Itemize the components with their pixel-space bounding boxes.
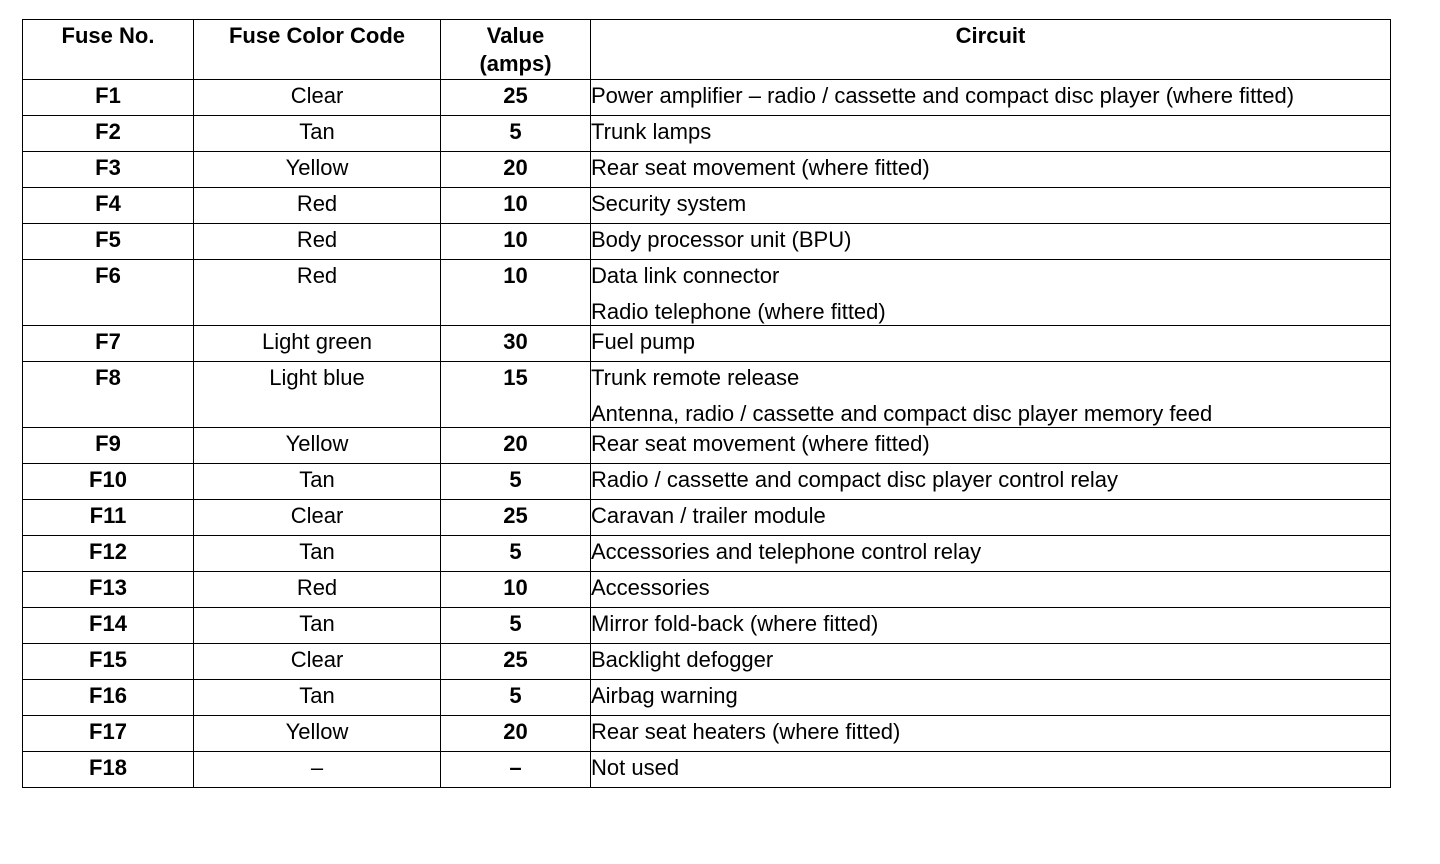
- table-row: [23, 224, 1391, 260]
- header-circuit: Circuit: [591, 20, 1391, 80]
- fuse-table: [22, 19, 1391, 788]
- fuse-color-cell: Yellow: [194, 716, 441, 752]
- circuit-cell: [591, 536, 1391, 572]
- circuit-description: Radio / cassette and compact disc player control relay: [591, 467, 1119, 492]
- circuit-cell: [591, 224, 1391, 260]
- circuit-description: Not used: [591, 755, 680, 780]
- fuse-color-cell: Clear: [194, 644, 441, 680]
- circuit-cell: [591, 572, 1391, 608]
- header-fuse-no: Fuse No.: [23, 20, 194, 80]
- circuit-cell: [591, 716, 1391, 752]
- fuse-value-cell: 25: [441, 80, 591, 116]
- fuse-number-cell: F13: [23, 572, 194, 608]
- circuit-cell: [591, 326, 1391, 362]
- fuse-color-cell: Red: [194, 260, 441, 326]
- circuit-cell: [591, 116, 1391, 152]
- fuse-color-cell: Light green: [194, 326, 441, 362]
- fuse-value-cell: 15: [441, 362, 591, 428]
- circuit-description: Trunk lamps: [591, 119, 712, 144]
- circuit-cell: [591, 644, 1391, 680]
- header-value: [441, 20, 591, 80]
- circuit-description: Accessories and telephone control relay: [591, 539, 982, 564]
- circuit-description: Caravan / trailer module: [591, 503, 826, 528]
- fuse-number-cell: F14: [23, 608, 194, 644]
- fuse-value-cell: 10: [441, 188, 591, 224]
- fuse-color-cell: Yellow: [194, 428, 441, 464]
- table-row: [23, 752, 1391, 788]
- circuit-cell: [591, 362, 1391, 428]
- circuit-cell: [591, 260, 1391, 326]
- circuit-description: Data link connector: [591, 263, 780, 288]
- fuse-value-cell: –: [441, 752, 591, 788]
- header-color-code: Fuse Color Code: [194, 20, 441, 80]
- fuse-number-cell: F9: [23, 428, 194, 464]
- table-row: [23, 116, 1391, 152]
- table-body: [23, 80, 1391, 788]
- circuit-description: Body processor unit (BPU): [591, 227, 852, 252]
- circuit-cell: [591, 80, 1391, 116]
- fuse-value-cell: 10: [441, 260, 591, 326]
- fuse-color-cell: Red: [194, 188, 441, 224]
- circuit-description: Trunk remote release: [591, 365, 800, 390]
- fuse-number-cell: F8: [23, 362, 194, 428]
- fuse-color-cell: Tan: [194, 536, 441, 572]
- table-row: [23, 608, 1391, 644]
- table-row: [23, 644, 1391, 680]
- fuse-value-cell: 10: [441, 572, 591, 608]
- circuit-description: Rear seat movement (where fitted): [591, 431, 930, 456]
- circuit-description: Power amplifier – radio / cassette and compact disc player (where fitted): [591, 83, 1295, 108]
- circuit-description: Backlight defogger: [591, 647, 774, 672]
- table-row: [23, 428, 1391, 464]
- fuse-number-cell: F2: [23, 116, 194, 152]
- fuse-number-cell: F4: [23, 188, 194, 224]
- fuse-color-cell: Clear: [194, 500, 441, 536]
- circuit-cell: [591, 152, 1391, 188]
- fuse-value-cell: 25: [441, 500, 591, 536]
- table-row: [23, 152, 1391, 188]
- circuit-cell: [591, 752, 1391, 788]
- fuse-value-cell: 5: [441, 464, 591, 500]
- circuit-description: Airbag warning: [591, 683, 738, 708]
- circuit-cell: [591, 428, 1391, 464]
- header-row: [23, 20, 1391, 80]
- fuse-color-cell: Light blue: [194, 362, 441, 428]
- circuit-description: Rear seat movement (where fitted): [591, 155, 930, 180]
- fuse-value-cell: 20: [441, 152, 591, 188]
- circuit-description: Security system: [591, 191, 747, 216]
- fuse-color-cell: Clear: [194, 80, 441, 116]
- table-header: [23, 20, 1391, 80]
- fuse-number-cell: F1: [23, 80, 194, 116]
- circuit-cell: [591, 188, 1391, 224]
- fuse-value-cell: 5: [441, 680, 591, 716]
- fuse-number-cell: F15: [23, 644, 194, 680]
- table-row: [23, 464, 1391, 500]
- fuse-number-cell: F11: [23, 500, 194, 536]
- table-row: [23, 362, 1391, 428]
- fuse-color-cell: Tan: [194, 464, 441, 500]
- fuse-color-cell: Red: [194, 572, 441, 608]
- header-value-line1: Value: [486, 23, 545, 48]
- table-row: [23, 572, 1391, 608]
- fuse-value-cell: 5: [441, 116, 591, 152]
- circuit-description: Fuel pump: [591, 329, 695, 354]
- fuse-table-container: [22, 19, 1391, 788]
- fuse-number-cell: F3: [23, 152, 194, 188]
- table-row: [23, 326, 1391, 362]
- fuse-value-cell: 30: [441, 326, 591, 362]
- table-row: [23, 188, 1391, 224]
- header-value-line2: (amps): [479, 51, 552, 76]
- fuse-value-cell: 25: [441, 644, 591, 680]
- circuit-description: Antenna, radio / cassette and compact disc player memory feed: [591, 401, 1213, 426]
- table-row: [23, 716, 1391, 752]
- fuse-value-cell: 20: [441, 428, 591, 464]
- fuse-number-cell: F5: [23, 224, 194, 260]
- fuse-color-cell: Tan: [194, 116, 441, 152]
- table-row: [23, 80, 1391, 116]
- fuse-number-cell: F16: [23, 680, 194, 716]
- circuit-cell: [591, 500, 1391, 536]
- fuse-number-cell: F12: [23, 536, 194, 572]
- fuse-value-cell: 20: [441, 716, 591, 752]
- fuse-color-cell: Tan: [194, 608, 441, 644]
- table-row: [23, 260, 1391, 326]
- fuse-number-cell: F6: [23, 260, 194, 326]
- circuit-description: Rear seat heaters (where fitted): [591, 719, 901, 744]
- fuse-color-cell: Red: [194, 224, 441, 260]
- fuse-value-cell: 10: [441, 224, 591, 260]
- fuse-number-cell: F7: [23, 326, 194, 362]
- fuse-color-cell: Yellow: [194, 152, 441, 188]
- fuse-value-cell: 5: [441, 536, 591, 572]
- table-row: [23, 500, 1391, 536]
- circuit-cell: [591, 608, 1391, 644]
- fuse-value-cell: 5: [441, 608, 591, 644]
- fuse-number-cell: F18: [23, 752, 194, 788]
- circuit-description: Accessories: [591, 575, 710, 600]
- circuit-cell: [591, 680, 1391, 716]
- fuse-color-cell: –: [194, 752, 441, 788]
- table-row: [23, 680, 1391, 716]
- fuse-number-cell: F10: [23, 464, 194, 500]
- fuse-number-cell: F17: [23, 716, 194, 752]
- table-row: [23, 536, 1391, 572]
- circuit-description: Radio telephone (where fitted): [591, 299, 886, 324]
- circuit-cell: [591, 464, 1391, 500]
- fuse-color-cell: Tan: [194, 680, 441, 716]
- circuit-description: Mirror fold-back (where fitted): [591, 611, 879, 636]
